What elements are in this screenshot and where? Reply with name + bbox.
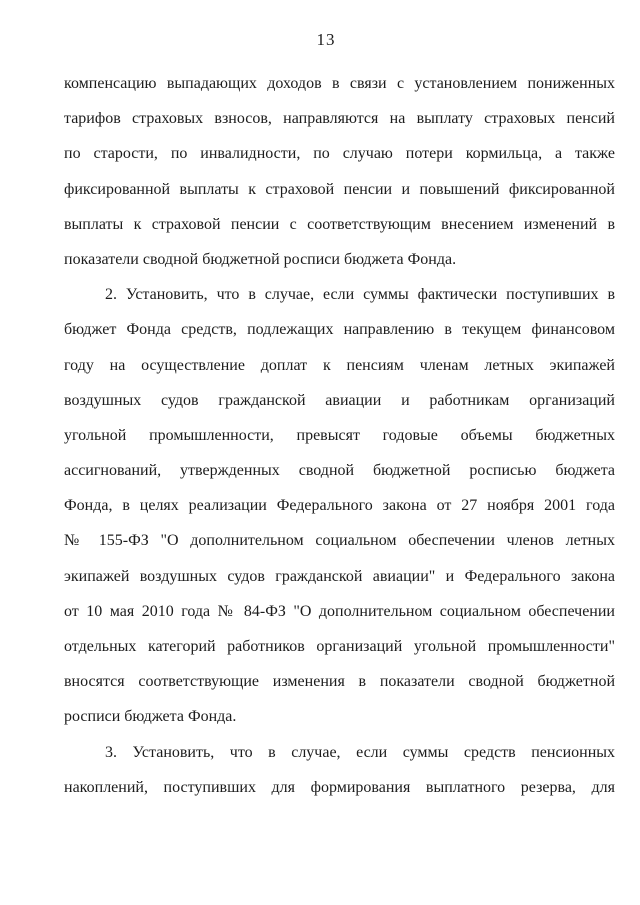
text-line: 2. Установить, что в случае, если суммы фактически поступивших в [105, 286, 615, 304]
text-line: угольной промышленности, превысят годовые объемы бюджетных [64, 426, 615, 444]
text-line: воздушных судов гражданской авиации и работникам организаций [64, 391, 615, 409]
text-line: отдельных категорий работников организаций угольной промышленности" [64, 638, 615, 655]
text-line: накоплений, поступивших для формирования выплатного резерва, для [64, 778, 615, 796]
text-line: показатели сводной бюджетной росписи бюджета Фонда. [64, 250, 457, 268]
text-line: фиксированной выплаты к страховой пенсии и повышений фиксированной [64, 180, 615, 198]
text-line: от 10 мая 2010 года № 84-ФЗ "О дополнительном социальном обеспечении [64, 602, 615, 620]
text-line: вносятся соответствующие изменения в показатели сводной бюджетной [64, 673, 615, 691]
text-line: Фонда, в целях реализации Федерального закона от 27 ноября 2001 года [64, 497, 615, 515]
text-line: 3. Установить, что в случае, если суммы средств пенсионных [105, 743, 615, 761]
text-line: тарифов страховых взносов, направляются на выплату страховых пенсий [64, 110, 615, 128]
text-line: № 155-ФЗ "О дополнительном социальном обеспечении членов летных [64, 532, 615, 550]
text-line: ассигнований, утвержденных сводной бюджетной росписью бюджета [64, 462, 615, 480]
document-body [64, 66, 615, 805]
text-line: росписи бюджета Фонда. [64, 708, 237, 726]
text-line: компенсацию выпадающих доходов в связи с установлением пониженных [64, 75, 615, 92]
text-line: экипажей воздушных судов гражданской авиации" и Федерального закона [64, 567, 615, 585]
text-line: бюджет Фонда средств, подлежащих направлению в текущем финансовом [64, 321, 615, 339]
page-number: 13 [316, 30, 336, 49]
text-line: году на осуществление доплат к пенсиям членам летных экипажей [64, 356, 615, 374]
text-line: выплаты к страховой пенсии с соответствующим внесением изменений в [64, 215, 615, 233]
text-line: по старости, по инвалидности, по случаю потери кормильца, а также [64, 145, 615, 163]
